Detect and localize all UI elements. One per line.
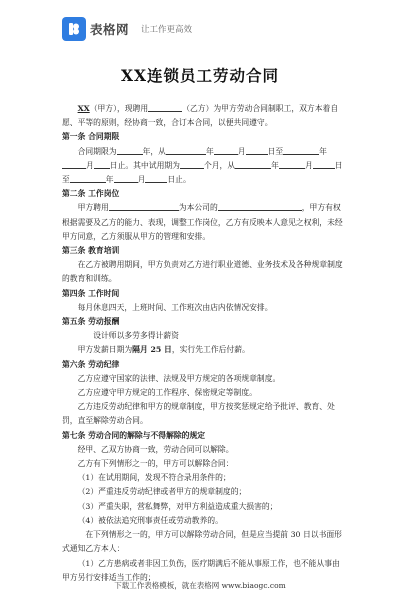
section-1-text: 合同期限为 年，从 年 月 日至 年月 日止。其中试用期为 个月，从 年 月 日至 年 月 日止。	[62, 146, 343, 185]
blank-field[interactable]	[180, 159, 204, 169]
brand-name: 表格网	[90, 22, 130, 37]
party-a-name: XX	[77, 104, 90, 113]
blank-field[interactable]	[62, 159, 86, 169]
page-footer: 下载工作表格模板，就在表格网 www.biaogc.com	[114, 581, 286, 590]
section-heading: 第七条 劳动合同的解除与不得解除的规定	[62, 430, 206, 440]
termination-item: 在下列情形之一的，甲方可以解除劳动合同，但是应当提前 30 日以书面形式通知乙方本人：	[62, 530, 342, 554]
blank-field[interactable]	[218, 201, 302, 211]
discipline-item: 乙方违反劳动纪律和甲方的规章制度，甲方按奖惩规定给予批评、教育、处罚，直至解除劳动合同。	[62, 402, 335, 426]
section-heading: 第一条 合同期限	[62, 132, 120, 142]
blank-field[interactable]	[283, 145, 319, 155]
blank-field[interactable]	[114, 173, 138, 183]
section-heading: 第五条 劳动报酬	[62, 317, 120, 327]
section-3-text: 在乙方被聘用期间，甲方负责对乙方进行职业道德、业务技术及各种规章制度的教育和训练。	[62, 260, 343, 284]
section-4-text: 每月休息四天，上班时间、工作班次由店内依情况安排。	[77, 302, 273, 312]
section-heading: 第六条 劳动纪律	[62, 359, 120, 369]
pay-line-2: 甲方发薪日期为隔月 25 日，实行先工作后付薪。	[77, 345, 250, 355]
termination-item: （4）被依法追究刑事责任或劳动教养的。	[77, 515, 223, 525]
section-heading: 第四条 工作时间	[62, 288, 120, 298]
pay-line-1: 设计师以多劳多得计薪资	[93, 331, 179, 341]
section-2-text: 甲方聘用 为本公司的 ，甲方有权根据需要及乙方的能力、表现，调整工作岗位，乙方有反映本人意见之权利，未经甲方同意，乙方须服从甲方的管理和安排。	[62, 203, 343, 241]
contract-body	[62, 102, 344, 585]
termination-item: （3）严重失职，营私舞弊，对甲方利益造成重大损害的；	[77, 501, 278, 511]
blank-field[interactable]	[279, 159, 305, 169]
section-heading: 第二条 工作岗位	[62, 189, 120, 199]
document-title: XX连锁员工劳动合同	[120, 66, 280, 85]
blank-field[interactable]	[117, 145, 143, 155]
section-heading: 第三条 教育培训	[62, 246, 120, 256]
termination-item: 乙方有下列情形之一的，甲方可以解除合同：	[77, 459, 234, 469]
intro-paragraph: XX（甲方），现聘用 （乙方）为甲方劳动合同制职工，双方本着自愿、平等的原则，经协商一致，合订本合同，以便共同遵守。	[62, 104, 339, 128]
blank-field[interactable]	[166, 145, 206, 155]
termination-item: （2）严重违反劳动纪律或者甲方的规章制度的；	[77, 487, 247, 497]
termination-item: （1）在试用期间，发现不符合录用条件的；	[77, 473, 231, 483]
termination-item: 经甲、乙双方协商一致，劳动合同可以解除。	[77, 444, 234, 454]
discipline-item: 乙方应遵守国家的法律、法规及甲方规定的各项规章制度。	[77, 373, 281, 383]
blank-field[interactable]	[214, 145, 238, 155]
blank-field[interactable]	[235, 159, 271, 169]
blank-field[interactable]	[246, 145, 268, 155]
blank-field[interactable]	[148, 102, 182, 112]
logo-b-icon	[62, 17, 86, 41]
blank-field[interactable]	[94, 159, 110, 169]
blank-field[interactable]	[109, 201, 179, 211]
brand-logo[interactable]	[62, 17, 192, 41]
blank-field[interactable]	[70, 173, 106, 183]
termination-item: （1）乙方患病或者非因工负伤，医疗期满后不能从事原工作，也不能从事由甲方另行安排适当工作的；	[62, 558, 340, 582]
discipline-item: 乙方应遵守甲方规定的工作程序、保密规定等制度。	[77, 388, 257, 398]
brand-slogan: 让工作更高效	[141, 25, 193, 35]
blank-field[interactable]	[313, 159, 335, 169]
blank-field[interactable]	[145, 173, 167, 183]
